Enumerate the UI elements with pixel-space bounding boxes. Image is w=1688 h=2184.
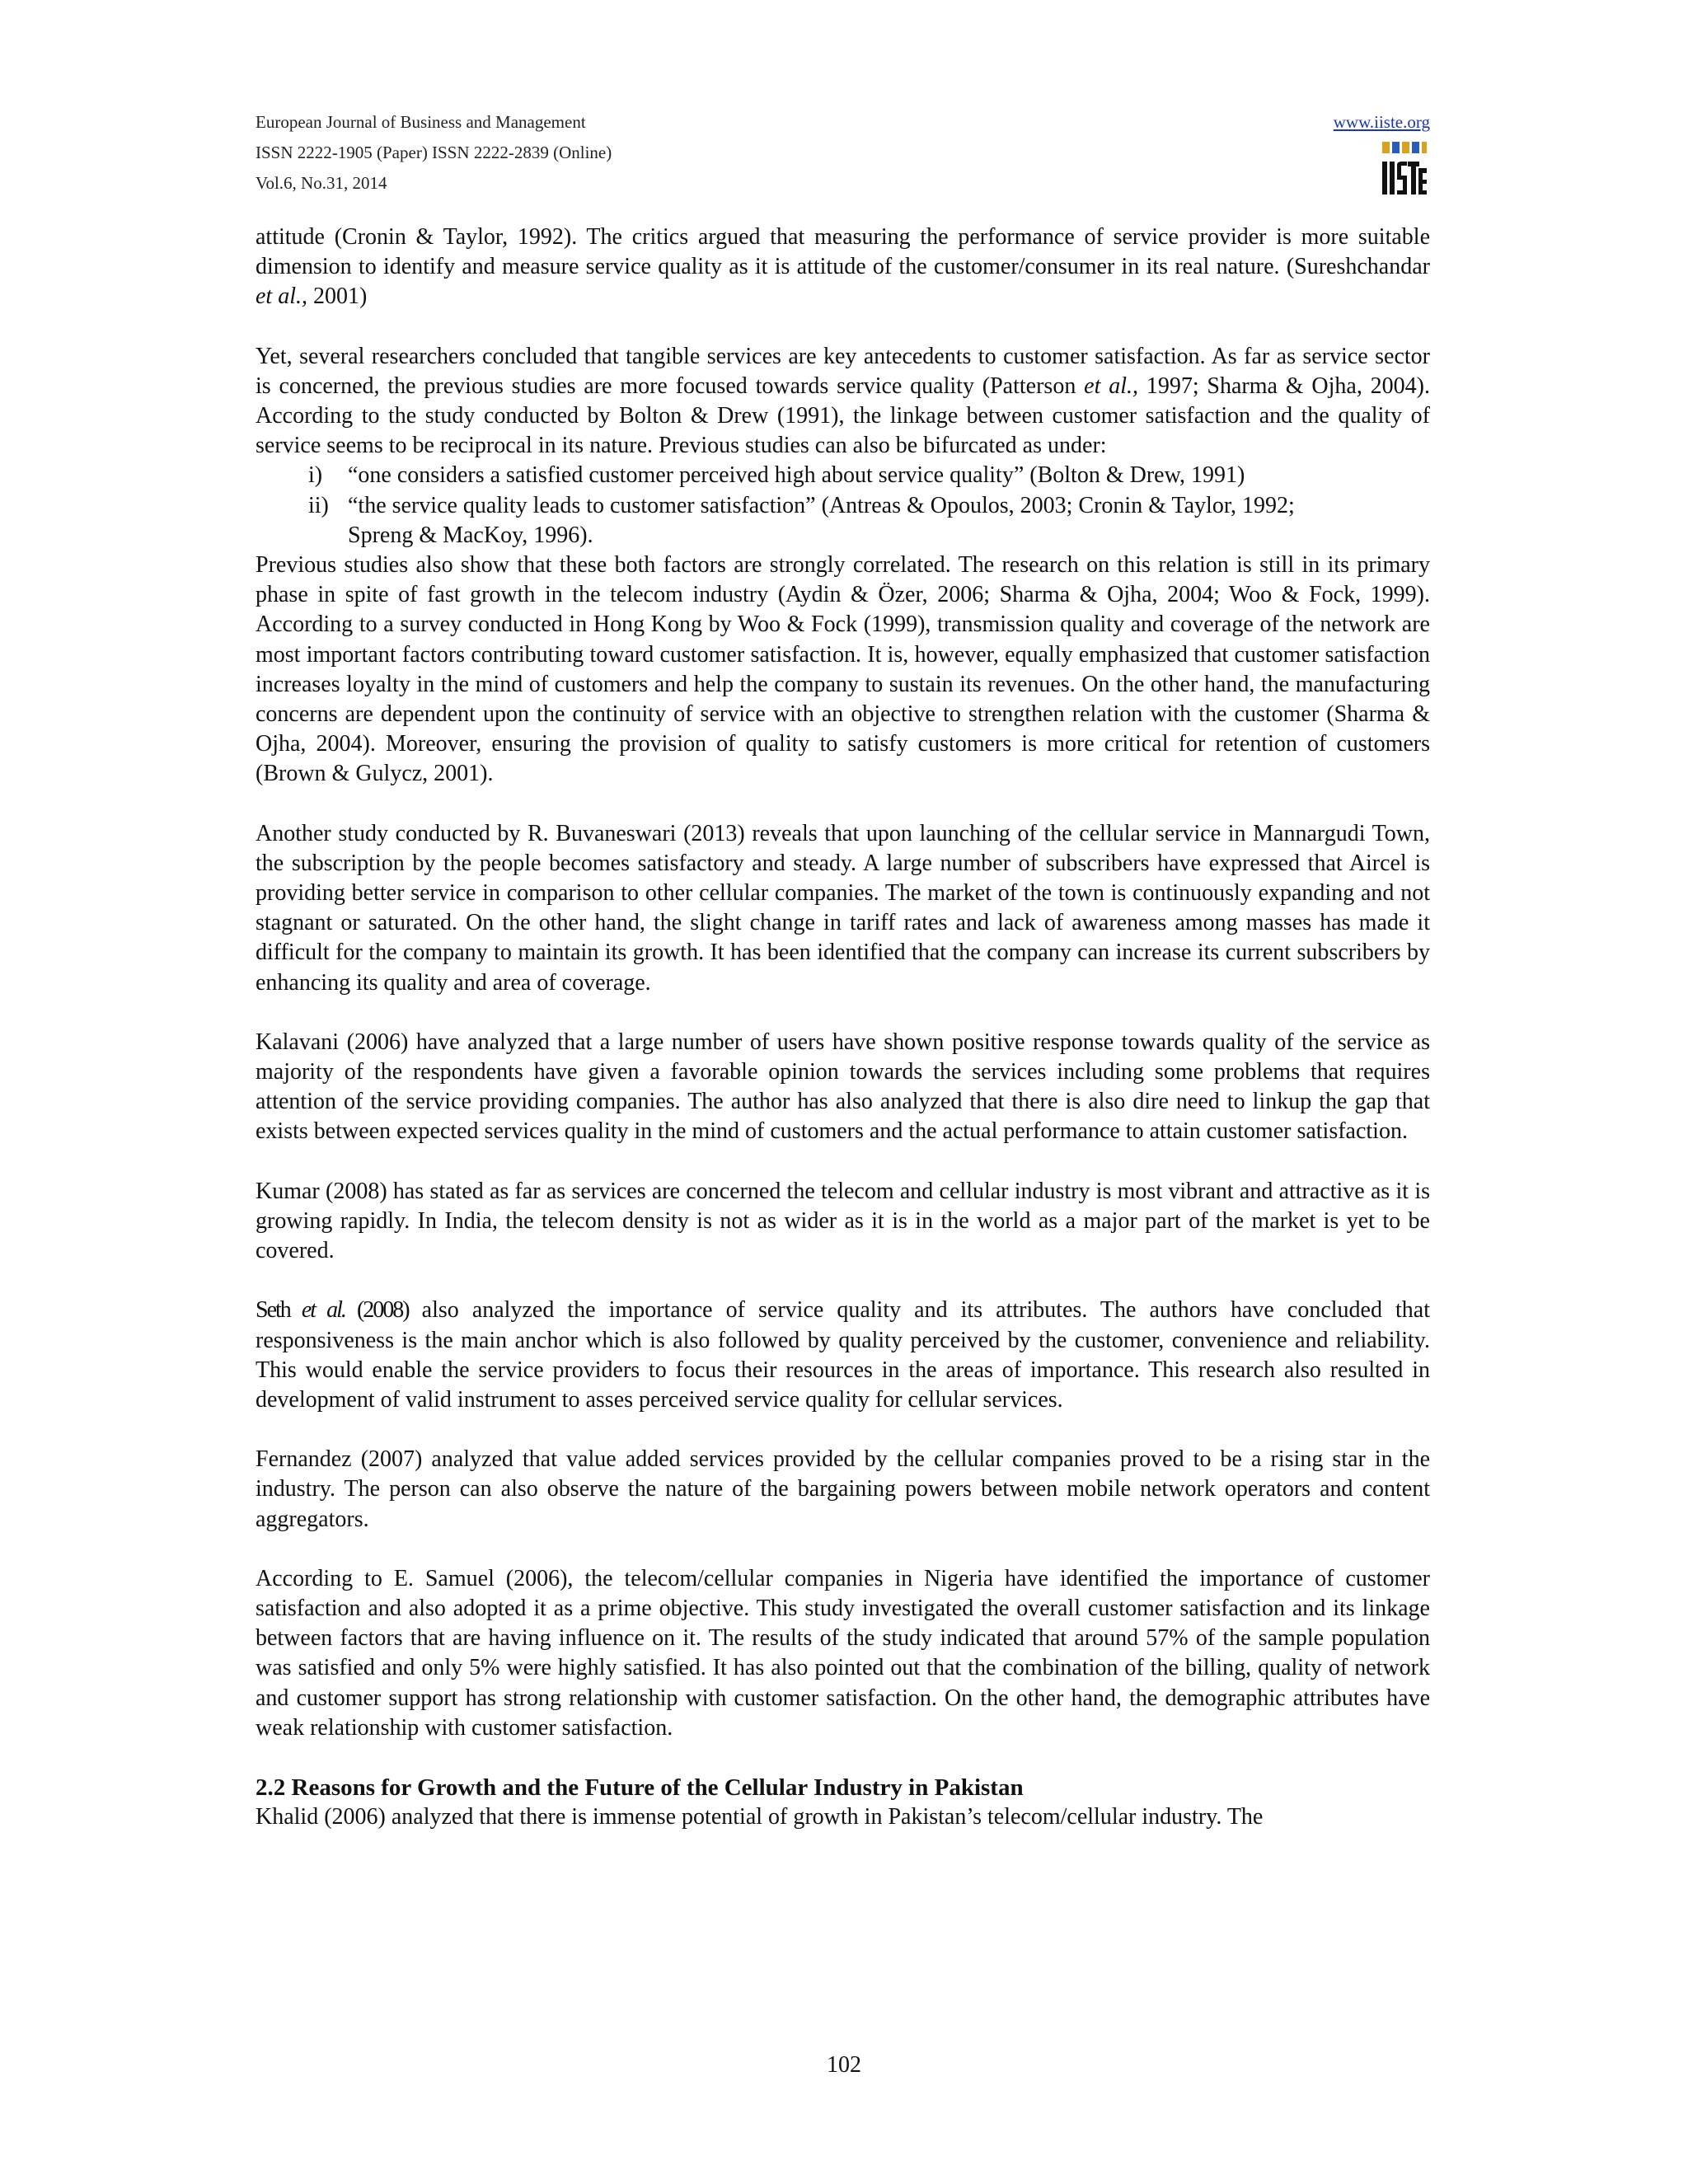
paragraph-7: Seth et al. (2008) also analyzed the importance of service quality and its attributes. The authors have concluded that responsiveness is the main anchor which is also followed by quality perceived by the customer, convenience and reliability. This would enable the service providers to focus their resources in the areas of importance. This research also resulted in development of valid instrument to asses perceived service quality for cellular services. <box>256 1297 1430 1413</box>
iiste-logo <box>1381 140 1428 199</box>
paragraph-4: Another study conducted by R. Buvaneswari (2013) reveals that upon launching of the cellular service in Mannargudi Town, the subscription by the people becomes satisfactory and steady. A large number of subscribers have expressed that Aircel is providing better service in comparison to other cellular companies. The market of the town is continuously expanding and not stagnant or saturated. On the other hand, the slight change in tariff rates and lack of awareness among masses has made it difficult for the company to maintain its growth. It has been identified that the company can increase its current subscribers by enhancing its quality and area of coverage. <box>256 820 1430 996</box>
page-header <box>256 107 1430 198</box>
page-number: 102 <box>827 2052 861 2078</box>
paragraph-1: attitude (Cronin & Taylor, 1992). The critics argued that measuring the performance of service provider is more suitable dimension to identify and measure service quality as it is attitude of the customer/consumer in its real nature. (Sureshchandar et al., 2001) <box>256 224 1430 310</box>
paragraph-9: According to E. Samuel (2006), the telecom/cellular companies in Nigeria have identified the importance of customer satisfaction and also adopted it as a prime objective. This study investigated the overall customer satisfaction and its linkage between factors that are having influence on it. The results of the study indicated that around 57% of the sample population was satisfied and only 5% were highly satisfied. It has also pointed out that the combination of the billing, quality of network and customer support has strong relationship with customer satisfaction. On the other hand, the demographic attributes have weak relationship with customer satisfaction. <box>256 1565 1430 1741</box>
list-item-1: i) “one considers a satisfied customer perceived high about service quality” (Bolton & Drew, 1991) <box>308 462 1245 489</box>
paragraph-2: Yet, several researchers concluded that tangible services are key antecedents to customer satisfaction. As far as service sector is concerned, the previous studies are more focused towards service quality (Patterson et al., 1997; Sharma & Ojha, 2004). According to the study conducted by Bolton & Drew (1991), the linkage between customer satisfaction and the quality of service seems to be reciprocal in its nature. Previous studies can also be bifurcated as under: <box>256 343 1430 459</box>
paragraph-10: Khalid (2006) analyzed that there is immense potential of growth in Pakistan’s telecom/cellular industry. The <box>256 1804 1264 1830</box>
list-item-2-continuation: Spreng & MacKoy, 1996). <box>348 522 593 548</box>
article-body <box>256 223 1430 1832</box>
volume-line: Vol.6, No.31, 2014 <box>256 173 387 193</box>
paragraph-6: Kumar (2008) has stated as far as services are concerned the telecom and cellular industry is most vibrant and attractive as it is growing rapidly. In India, the telecom density is not as wider as it is in the world as a major part of the market is yet to be covered. <box>256 1178 1430 1264</box>
paragraph-5: Kalavani (2006) have analyzed that a large number of users have shown positive response towards quality of the service as majority of the respondents have given a favorable opinion towards the services including some problems that requires attention of the service providing companies. The author has also analyzed that there is also dire need to linkup the gap that exists between expected services quality in the mind of customers and the actual performance to attain customer satisfaction. <box>256 1029 1430 1145</box>
journal-title: European Journal of Business and Management <box>256 112 586 132</box>
issn-line: ISSN 2222-1905 (Paper) ISSN 2222-2839 (Online) <box>256 143 612 162</box>
journal-url-link[interactable]: www.iiste.org <box>1333 112 1430 132</box>
paragraph-8: Fernandez (2007) analyzed that value added services provided by the cellular companies proved to be a rising star in the industry. The person can also observe the nature of the bargaining powers between mobile network operators and content aggregators. <box>256 1446 1430 1532</box>
section-heading: 2.2 Reasons for Growth and the Future of the Cellular Industry in Pakistan <box>256 1774 1024 1801</box>
list-item-2: ii) “the service quality leads to customer satisfaction” (Antreas & Opoulos, 2003; Cronin & Taylor, 1992; <box>308 492 1295 518</box>
paragraph-3: Previous studies also show that these both factors are strongly correlated. The research on this relation is still in its primary phase in spite of fast growth in the telecom industry (Aydin & Özer, 2006; Sharma & Ojha, 2004; Woo & Fock, 1999). According to a survey conducted in Hong Kong by Woo & Fock (1999), transmission quality and coverage of the network are most important factors contributing toward customer satisfaction. It is, however, equally emphasized that customer satisfaction increases loyalty in the mind of customers and help the company to sustain its revenues. On the other hand, the manufacturing concerns are dependent upon the continuity of service with an objective to strengthen relation with the customer (Sharma & Ojha, 2004). Moreover, ensuring the provision of quality to satisfy customers is more critical for retention of customers (Brown & Gulycz, 2001). <box>256 552 1430 787</box>
